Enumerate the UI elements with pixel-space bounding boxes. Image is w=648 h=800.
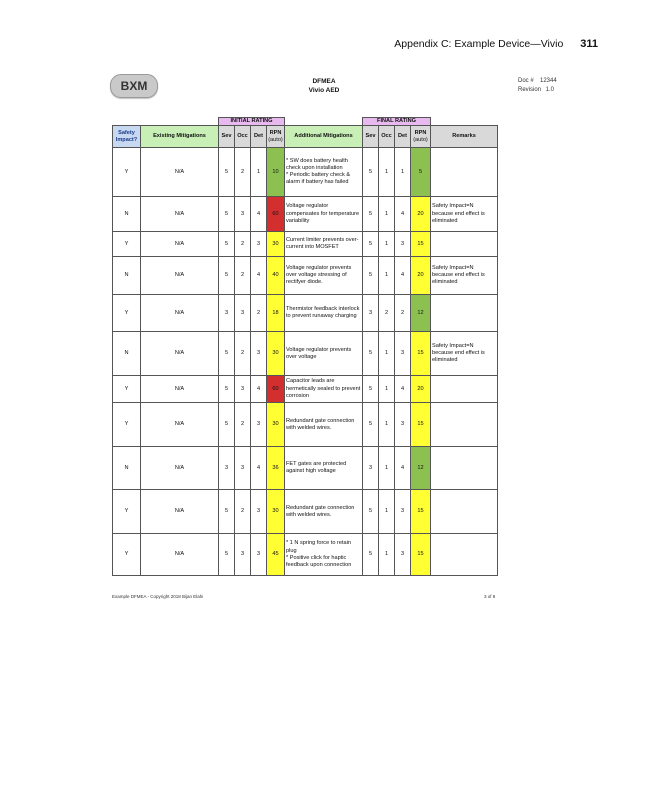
initial-rating-header: INITIAL RATING (219, 118, 285, 126)
safety-impact-cell: Y (113, 295, 141, 332)
remarks-cell: Safety Impact=N because end effect is eliminated (431, 332, 498, 376)
rpn-cell: 60 (267, 197, 285, 232)
existing-mitigations-cell: N/A (141, 295, 219, 332)
final-occ-cell: 1 (379, 257, 395, 295)
final-occ-cell: 2 (379, 295, 395, 332)
occ-cell: 3 (235, 534, 251, 576)
final-occ-cell: 1 (379, 534, 395, 576)
final-det-header: Det (395, 126, 411, 148)
safety-impact-cell: N (113, 257, 141, 295)
additional-mitigations-cell: * 1 N spring force to retain plug * Positive click for haptic feedback upon connection (285, 534, 363, 576)
rpn-label: RPN (269, 129, 282, 136)
final-rpn-cell: 20 (411, 376, 431, 403)
existing-mitigations-header: Existing Mitigations (141, 126, 219, 148)
det-cell: 1 (251, 148, 267, 197)
sev-cell: 5 (219, 490, 235, 534)
final-rpn-cell: 20 (411, 197, 431, 232)
footer-page-count: 3 of 8 (484, 594, 496, 599)
sev-cell: 3 (219, 295, 235, 332)
final-rpn-cell: 5 (411, 148, 431, 197)
rpn-cell: 30 (267, 232, 285, 257)
det-cell: 3 (251, 490, 267, 534)
page-number: 311 (580, 38, 598, 50)
final-det-cell: 4 (395, 257, 411, 295)
additional-mitigations-cell: Current limiter prevents over-current into MOSFET (285, 232, 363, 257)
doc-number-value: 12344 (540, 78, 557, 84)
rpn-cell: 30 (267, 403, 285, 447)
existing-mitigations-cell: N/A (141, 490, 219, 534)
final-rpn-cell: 20 (411, 257, 431, 295)
final-sev-cell: 5 (363, 376, 379, 403)
occ-cell: 3 (235, 376, 251, 403)
det-cell: 3 (251, 534, 267, 576)
final-det-cell: 3 (395, 534, 411, 576)
final-sev-cell: 5 (363, 197, 379, 232)
occ-cell: 2 (235, 332, 251, 376)
remarks-header: Remarks (431, 126, 498, 148)
final-rpn-cell: 12 (411, 447, 431, 490)
doc-title-line2: Vivio AED (308, 87, 340, 94)
final-rpn-cell: 12 (411, 295, 431, 332)
existing-mitigations-cell: N/A (141, 148, 219, 197)
rpn-auto-label: (auto) (268, 136, 283, 143)
existing-mitigations-cell: N/A (141, 332, 219, 376)
revision-label: Revision (518, 87, 542, 93)
safety-impact-cell: N (113, 197, 141, 232)
occ-cell: 3 (235, 197, 251, 232)
table-row (113, 232, 498, 257)
additional-mitigations-cell: Thermistor feedback interlock to prevent runaway charging (285, 295, 363, 332)
rpn-cell: 45 (267, 534, 285, 576)
footer-copyright: Example DFMEA - Copyright 2018 Bijan Elahi (112, 594, 204, 599)
final-rpn-cell: 15 (411, 332, 431, 376)
final-det-cell: 3 (395, 403, 411, 447)
additional-mitigations-cell: Redundant gate connection with welded wires. (285, 490, 363, 534)
remarks-cell (431, 376, 498, 403)
occ-cell: 2 (235, 232, 251, 257)
safety-impact-cell: Y (113, 534, 141, 576)
sev-cell: 5 (219, 332, 235, 376)
sev-cell: 5 (219, 376, 235, 403)
rpn-header (267, 126, 285, 148)
additional-mitigations-cell: FET gates are protected against high voltage (285, 447, 363, 490)
additional-mitigations-cell: Voltage regulator prevents over voltage stressing of rectifyer diode. (285, 257, 363, 295)
remarks-cell (431, 232, 498, 257)
det-cell: 2 (251, 295, 267, 332)
final-rpn-cell: 15 (411, 534, 431, 576)
final-det-cell: 3 (395, 232, 411, 257)
existing-mitigations-cell: N/A (141, 197, 219, 232)
sev-cell: 5 (219, 232, 235, 257)
safety-impact-cell: Y (113, 232, 141, 257)
occ-cell: 3 (235, 295, 251, 332)
safety-impact-cell: Y (113, 403, 141, 447)
sev-cell: 3 (219, 447, 235, 490)
table-row (113, 332, 498, 376)
final-occ-cell: 1 (379, 376, 395, 403)
final-det-cell: 3 (395, 490, 411, 534)
additional-mitigations-cell: Voltage regulator prevents over voltage (285, 332, 363, 376)
rpn-cell: 36 (267, 447, 285, 490)
final-sev-cell: 5 (363, 232, 379, 257)
running-head-title: Appendix C: Example Device—Vivio (394, 38, 564, 50)
final-sev-cell: 5 (363, 332, 379, 376)
existing-mitigations-cell: N/A (141, 403, 219, 447)
table-row (113, 534, 498, 576)
bxm-logo: BXM (110, 74, 158, 98)
final-occ-cell: 1 (379, 148, 395, 197)
sev-cell: 5 (219, 257, 235, 295)
final-occ-cell: 1 (379, 490, 395, 534)
sev-cell: 5 (219, 403, 235, 447)
final-det-cell: 4 (395, 447, 411, 490)
doc-number-label: Doc # (518, 78, 534, 84)
det-cell: 4 (251, 197, 267, 232)
remarks-cell: Safety Impact=N because end effect is eliminated (431, 197, 498, 232)
det-cell: 4 (251, 376, 267, 403)
final-rating-header: FINAL RATING (363, 118, 431, 126)
remarks-cell: Safety Impact=N because end effect is eliminated (431, 257, 498, 295)
final-sev-cell: 5 (363, 490, 379, 534)
additional-mitigations-cell: Capacitor leads are hermetically sealed to prevent corrosion (285, 376, 363, 403)
final-det-cell: 4 (395, 376, 411, 403)
existing-mitigations-cell: N/A (141, 232, 219, 257)
sev-cell: 5 (219, 534, 235, 576)
rpn-cell: 10 (267, 148, 285, 197)
occ-cell: 2 (235, 490, 251, 534)
final-sev-cell: 5 (363, 534, 379, 576)
revision-value: 1.0 (545, 87, 554, 93)
sev-cell: 5 (219, 148, 235, 197)
final-sev-cell: 3 (363, 295, 379, 332)
existing-mitigations-cell: N/A (141, 447, 219, 490)
sev-cell: 5 (219, 197, 235, 232)
final-rpn-auto-label: (auto) (413, 136, 428, 143)
final-sev-header: Sev (363, 126, 379, 148)
safety-impact-cell: Y (113, 376, 141, 403)
final-sev-cell: 3 (363, 447, 379, 490)
safety-impact-cell: Y (113, 490, 141, 534)
additional-mitigations-cell: * SW does battery health check upon installation * Periodic battery check & alarm if battery has failed (285, 148, 363, 197)
rpn-cell: 18 (267, 295, 285, 332)
table-row (113, 447, 498, 490)
doc-title-line1: DFMEA (312, 78, 336, 85)
final-occ-cell: 1 (379, 447, 395, 490)
existing-mitigations-cell: N/A (141, 257, 219, 295)
table-row (113, 376, 498, 403)
table-row (113, 197, 498, 232)
det-cell: 3 (251, 403, 267, 447)
remarks-cell (431, 295, 498, 332)
final-sev-cell: 5 (363, 403, 379, 447)
rpn-cell: 30 (267, 332, 285, 376)
rpn-cell: 60 (267, 376, 285, 403)
doc-meta (518, 77, 557, 95)
safety-impact-cell: Y (113, 148, 141, 197)
det-cell: 4 (251, 447, 267, 490)
occ-cell: 2 (235, 403, 251, 447)
final-det-cell: 3 (395, 332, 411, 376)
sev-header: Sev (219, 126, 235, 148)
det-cell: 3 (251, 232, 267, 257)
det-cell: 3 (251, 332, 267, 376)
running-head (394, 38, 598, 50)
final-det-cell: 2 (395, 295, 411, 332)
final-occ-cell: 1 (379, 232, 395, 257)
additional-mitigations-cell: Voltage regulator compensates for temperature variability (285, 197, 363, 232)
additional-mitigations-cell: Redundant gate connection with welded wires. (285, 403, 363, 447)
existing-mitigations-cell: N/A (141, 376, 219, 403)
final-sev-cell: 5 (363, 148, 379, 197)
final-det-cell: 1 (395, 148, 411, 197)
occ-cell: 3 (235, 447, 251, 490)
occ-header: Occ (235, 126, 251, 148)
final-occ-cell: 1 (379, 332, 395, 376)
det-cell: 4 (251, 257, 267, 295)
final-rpn-header (411, 126, 431, 148)
final-rpn-cell: 15 (411, 232, 431, 257)
rpn-cell: 40 (267, 257, 285, 295)
final-rpn-label: RPN (414, 129, 427, 136)
remarks-cell (431, 534, 498, 576)
remarks-cell (431, 403, 498, 447)
safety-impact-cell: N (113, 332, 141, 376)
table-row (113, 295, 498, 332)
dfmea-table (112, 117, 498, 576)
final-occ-header: Occ (379, 126, 395, 148)
final-det-cell: 4 (395, 197, 411, 232)
final-occ-cell: 1 (379, 403, 395, 447)
remarks-cell (431, 447, 498, 490)
table-row (113, 490, 498, 534)
remarks-cell (431, 490, 498, 534)
remarks-cell (431, 148, 498, 197)
additional-mitigations-header: Additional Mitigations (285, 126, 363, 148)
final-occ-cell: 1 (379, 197, 395, 232)
occ-cell: 2 (235, 257, 251, 295)
table-row (113, 148, 498, 197)
rpn-cell: 30 (267, 490, 285, 534)
table-row (113, 403, 498, 447)
existing-mitigations-cell: N/A (141, 534, 219, 576)
det-header: Det (251, 126, 267, 148)
table-row (113, 257, 498, 295)
occ-cell: 2 (235, 148, 251, 197)
safety-impact-header: Safety Impact? (113, 126, 141, 148)
final-sev-cell: 5 (363, 257, 379, 295)
dfmea-table-body (113, 148, 498, 576)
final-rpn-cell: 15 (411, 403, 431, 447)
safety-impact-cell: N (113, 447, 141, 490)
final-rpn-cell: 15 (411, 490, 431, 534)
